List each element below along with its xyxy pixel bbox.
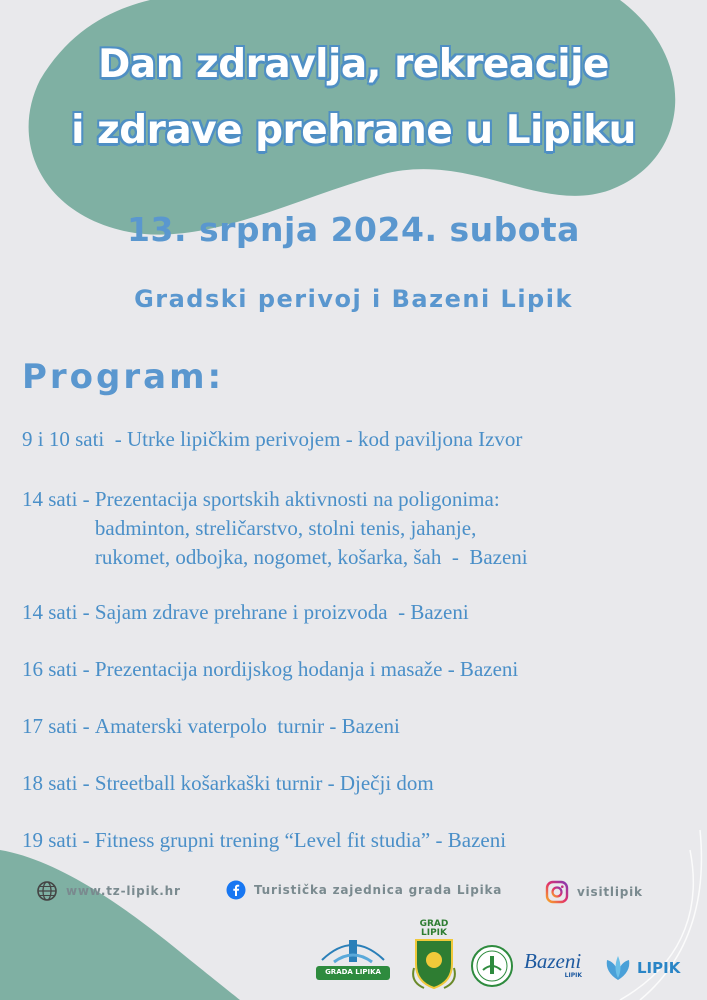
schedule-time: 18 sati - <box>22 771 95 795</box>
bazeni-logo-text: Bazeni <box>524 949 582 973</box>
schedule-time: 14 sati - <box>22 487 95 511</box>
lipik-logo-text: LIPIK <box>637 959 681 977</box>
schedule-time: 16 sati - <box>22 657 95 681</box>
schedule-description: Utrke lipičkim perivojem - kod paviljona Izvor <box>127 427 523 451</box>
schedule-time: 9 i 10 sati - <box>22 427 127 451</box>
program-heading: Program: <box>22 357 225 397</box>
round-badge-logo <box>470 944 514 988</box>
shield-icon <box>410 938 458 990</box>
schedule-item <box>22 769 434 798</box>
schedule-item <box>22 485 528 572</box>
tourist-board-logo <box>312 926 394 986</box>
schedule-time: 14 sati - <box>22 600 95 624</box>
website-link[interactable] <box>36 880 181 902</box>
event-venue: Gradski perivoj i Bazeni Lipik <box>134 285 573 313</box>
schedule-description: badminton, streličarstvo, stolni tenis, jahanje, <box>94 516 477 540</box>
schedule-item <box>22 655 518 684</box>
lipik-logo <box>603 950 693 986</box>
schedule-description: Amaterski vaterpolo turnir - Bazeni <box>94 714 400 738</box>
sponsor-logos <box>0 920 707 1000</box>
instagram-icon <box>545 880 569 904</box>
schedule-description: Streetball košarkaški turnir - Dječji dom <box>94 771 434 795</box>
schedule-item <box>22 598 469 627</box>
facebook-link[interactable] <box>226 880 502 900</box>
event-title-line-1: Dan zdravlja, rekreacije <box>98 42 609 87</box>
facebook-text: Turistička zajednica grada Lipika <box>254 883 503 897</box>
schedule-item <box>22 425 522 454</box>
schedule-description: Prezentacija nordijskog hodanja i masaže - Bazeni <box>94 657 519 681</box>
schedule-description: Prezentacija sportskih aktivnosti na poligonima: <box>94 487 500 511</box>
schedule-item <box>22 826 506 855</box>
website-text: www.tz-lipik.hr <box>66 884 181 898</box>
leaf-icon <box>603 954 633 982</box>
event-title-line-2: i zdrave prehrane u Lipiku <box>71 108 636 153</box>
instagram-link[interactable] <box>545 880 643 904</box>
facebook-icon <box>226 880 246 900</box>
schedule-item <box>22 712 400 741</box>
schedule-time: 17 sati - <box>22 714 95 738</box>
event-date: 13. srpnja 2024. subota <box>127 210 580 249</box>
instagram-text: visitlipik <box>577 885 643 899</box>
contact-footer <box>0 880 707 910</box>
schedule-time: 19 sati - <box>22 828 95 852</box>
globe-icon <box>36 880 58 902</box>
bazeni-lipik-logo <box>524 950 588 986</box>
schedule-description: rukomet, odbojka, nogomet, košarka, šah - Bazeni <box>94 545 528 569</box>
coat-of-arms-text: GRAD LIPIK <box>419 919 449 938</box>
bazeni-logo-subtext: LIPIK <box>564 972 582 979</box>
fountain-badge-icon <box>470 944 514 988</box>
schedule-description: Fitness grupni trening “Level fit studia” - Bazeni <box>94 828 507 852</box>
schedule-description: Sajam zdrave prehrane i proizvoda - Bazeni <box>94 600 469 624</box>
tourist-board-text: GRADA LIPIKA <box>325 968 381 976</box>
coat-of-arms-logo <box>410 920 458 992</box>
fountain-icon <box>312 926 394 986</box>
